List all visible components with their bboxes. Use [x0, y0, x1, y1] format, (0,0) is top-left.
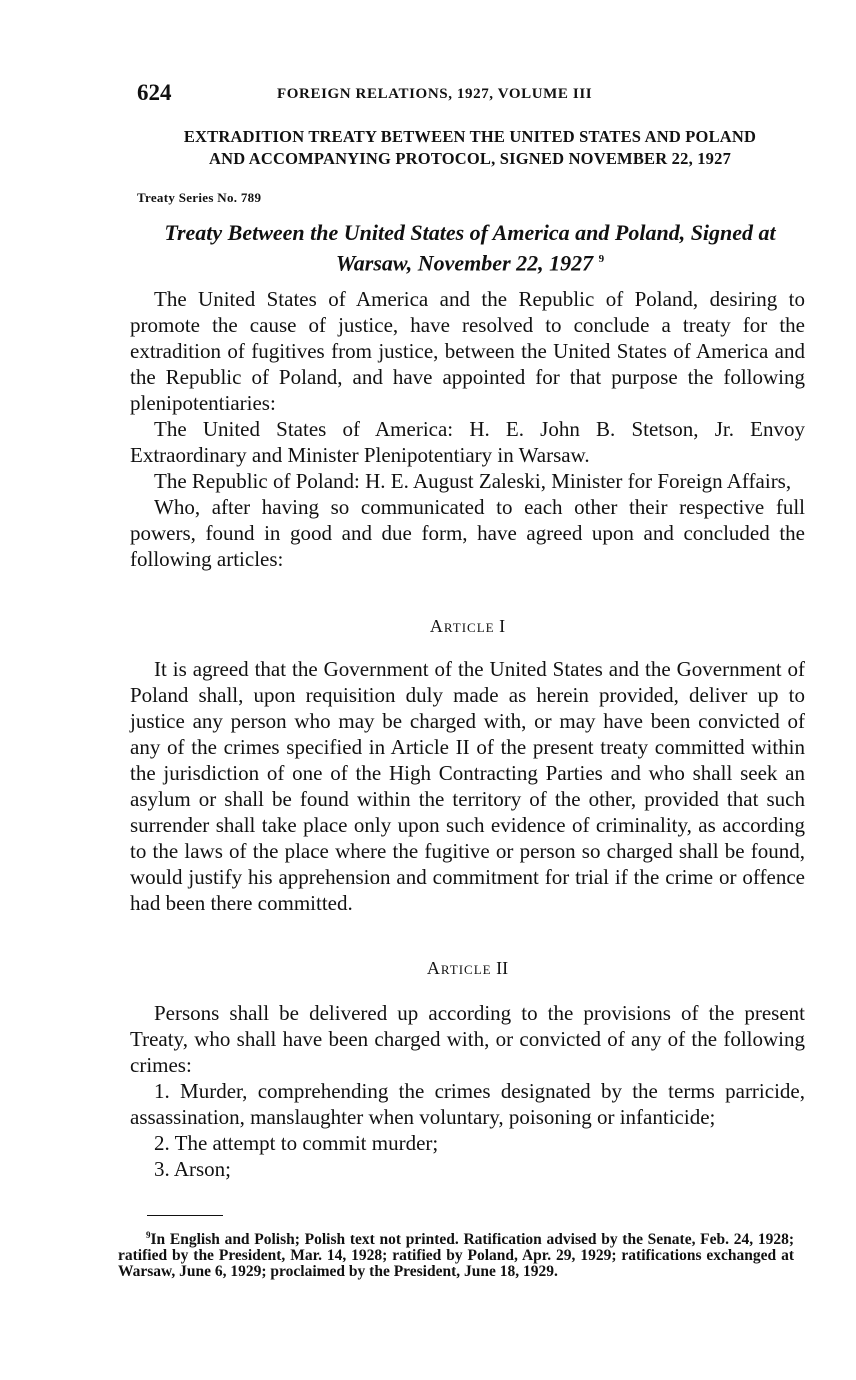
- treaty-title: [130, 219, 810, 276]
- document-title: [130, 126, 810, 170]
- page-header: [137, 80, 677, 110]
- article-2-heading-number: II: [496, 958, 509, 978]
- article-1-heading: [130, 616, 805, 637]
- treaty-series-label: Treaty Series No. 789: [137, 190, 262, 205]
- page-number: 624: [137, 80, 172, 105]
- crime-list-item: 2. The attempt to commit murder;: [154, 1131, 439, 1155]
- preamble-paragraph: The Republic of Poland: H. E. August Zaleski, Minister for Foreign Affairs,: [154, 469, 792, 493]
- article-1-body: [130, 656, 805, 916]
- crime-list-item: 1. Murder, comprehending the crimes designated by the terms parricide, assassination, manslaughter when voluntary, poisoning or infanticide;: [130, 1079, 805, 1129]
- preamble: [130, 286, 805, 572]
- article-2-heading: [130, 958, 805, 979]
- footnote: [118, 1227, 794, 1280]
- treaty-title-line-1: Treaty Between the United States of America and Poland, Signed at: [164, 220, 776, 245]
- preamble-paragraph: Who, after having so communicated to each other their respective full powers, found in good and due form, have agreed upon and concluded the following articles:: [130, 495, 805, 571]
- article-1-paragraph: It is agreed that the Government of the United States and the Government of Poland shall, upon requisition duly made as herein provided, deliver up to justice any person who may be charged with, or may have been convicted of any of the crimes specified in Article II of the present treaty committed within the jurisdiction of one of the High Contracting Parties and who shall seek an asylum or shall be found within the territory of the other, provided that such surrender shall take place only upon such evidence of criminality, as according to the laws of the place where the fugitive or person so charged shall be found, would justify his apprehension and commitment for trial if the crime or offence had been there committed.: [130, 657, 805, 915]
- title-line-2: AND ACCOMPANYING PROTOCOL, SIGNED NOVEMBER 22, 1927: [208, 149, 732, 168]
- article-1-heading-number: I: [499, 616, 506, 636]
- article-2-heading-word: Article: [426, 958, 492, 978]
- preamble-paragraph: The United States of America and the Republic of Poland, desiring to promote the cause of justice, have resolved to conclude a treaty for the extradition of fugitives from justice, between the United States of America and the Republic of Poland, and have appointed for that purpose the following plenipotentiaries:: [130, 287, 805, 415]
- treaty-title-line-2-text: Warsaw, November 22, 1927: [335, 250, 594, 276]
- footnote-text: In English and Polish; Polish text not printed. Ratification advised by the Senate, Feb. 24, 1928; ratified by the President, Mar. 14, 1928; ratified by Poland, Apr. 29, 1929; ratifications exchanged at Warsaw, June 6, 1929; proclaimed by the President, June 18, 1929.: [118, 1231, 794, 1281]
- footnote-divider: [147, 1215, 223, 1216]
- running-head: FOREIGN RELATIONS, 1927, VOLUME III: [277, 86, 593, 102]
- footnote-marker: 9: [146, 1230, 151, 1240]
- preamble-paragraph: The United States of America: H. E. John B. Stetson, Jr. Envoy Extraordinary and Minister Plenipotentiary in Warsaw.: [130, 417, 805, 467]
- article-2-body: [130, 1000, 805, 1182]
- footnote-reference: 9: [598, 253, 605, 265]
- treaty-title-line-2: [130, 246, 810, 276]
- article-2-intro: Persons shall be delivered up according to the provisions of the present Treaty, who shall have been charged with, or convicted of any of the following crimes:: [130, 1001, 805, 1077]
- title-line-1: EXTRADITION TREATY BETWEEN THE UNITED STATES AND POLAND: [183, 127, 757, 146]
- article-1-heading-word: Article: [429, 616, 495, 636]
- crime-list-item: 3. Arson;: [154, 1157, 232, 1181]
